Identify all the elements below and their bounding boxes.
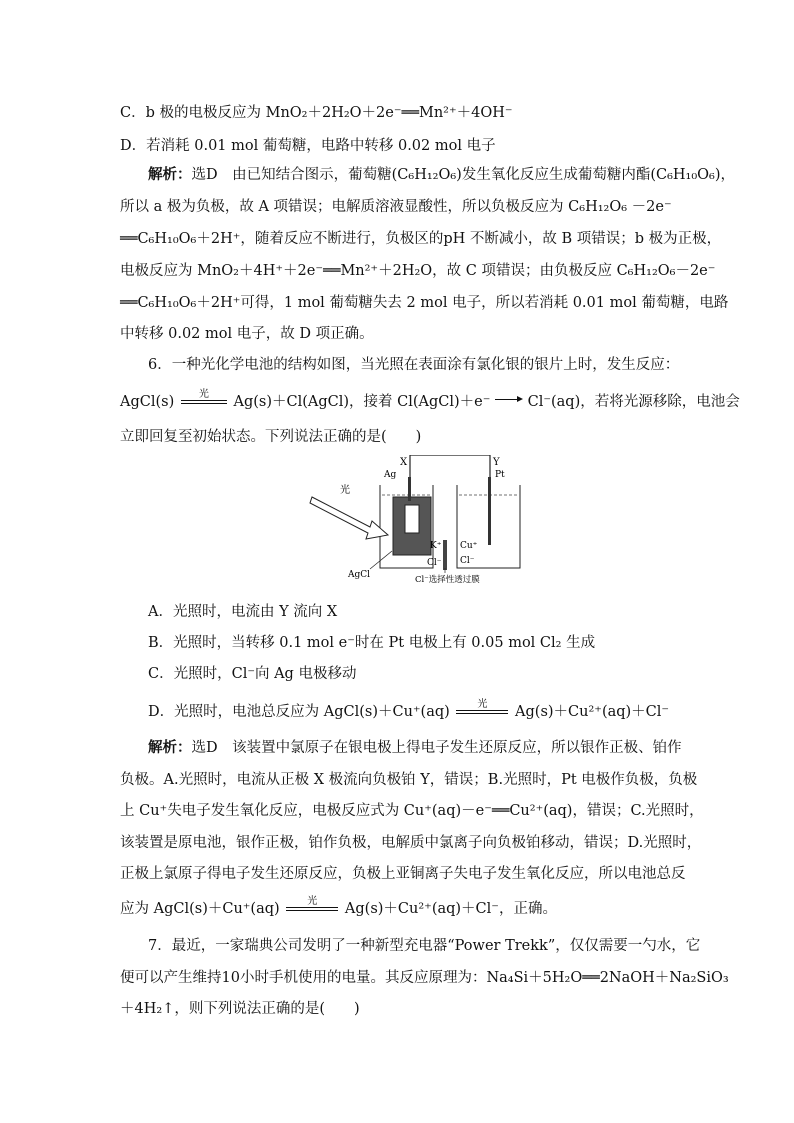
ag-electrode-rod xyxy=(408,477,411,501)
q6-option-d xyxy=(148,699,670,722)
photochemical-cell-diagram xyxy=(300,455,540,585)
q5-explanation-line1 xyxy=(148,165,735,185)
q5-explanation-line5: ══C₆H₁₀O₆＋2H⁺可得，1 mol 葡萄糖失去 2 mol 电子，所以若消耗 0.01 mol 葡萄糖，电路 xyxy=(120,295,729,311)
label-ag: Ag xyxy=(384,470,397,480)
exp6-eq-left: 应为 AgCl(s)＋Cu⁺(aq) xyxy=(120,901,280,917)
q7-stem-line1: 7．最近，一家瑞典公司发明了一种新型充电器“Power Trekk”，仅仅需要一勺水，它 xyxy=(148,938,701,954)
explanation-text: 选D 由已知结合图示，葡萄糖(C₆H₁₂O₆)发生氧化反应生成葡萄糖内酯(C₆H₁₀O₆)， xyxy=(191,167,736,183)
q6-d-left: D．光照时，电池总反应为 AgCl(s)＋Cu⁺(aq) xyxy=(148,704,450,720)
q5-explanation-line6: 中转移 0.02 mol 电子，故 D 项正确。 xyxy=(120,326,374,342)
explanation-text: 选D 该装置中氯原子在银电极上得电子发生还原反应，所以银作正极、铂作 xyxy=(191,740,682,756)
explanation-label: 解析： xyxy=(148,166,192,183)
explanation-label: 解析： xyxy=(148,739,192,756)
q6-products: Ag(s)＋Cl(AgCl)，接着 Cl(AgCl)＋e⁻ xyxy=(233,394,491,410)
q7-stem-line2: 便可以产生维持10小时手机使用的电量。其反应原理为：Na₄Si＋5H₂O══2NaOH＋Na₂SiO₃ xyxy=(120,970,729,986)
q7-stem-line3: ＋4H₂↑，则下列说法正确的是( ) xyxy=(120,1001,360,1017)
reaction-arrow-icon xyxy=(495,395,523,405)
label-agcl: AgCl xyxy=(348,570,371,580)
external-wire xyxy=(410,455,490,495)
q6-explanation-line4: 该装置是原电池，银作正极，铂作负极，电解质中氯离子向负极铂移动，错误；D.光照时， xyxy=(120,835,702,851)
q6-explanation-line6 xyxy=(120,896,557,919)
light-equals-sign xyxy=(181,389,227,408)
light-condition: 光 xyxy=(307,896,318,907)
light-condition: 光 xyxy=(477,699,488,710)
q6-d-right: Ag(s)＋Cu²⁺(aq)＋Cl⁻ xyxy=(515,704,670,720)
label-y: Y xyxy=(493,457,500,468)
label-cl-left: Cl⁻ xyxy=(427,558,442,568)
q6-continue: Cl⁻(aq)，若将光源移除，电池会 xyxy=(527,394,740,410)
label-x: X xyxy=(400,457,408,468)
q6-option-b: B．光照时，当转移 0.1 mol e⁻时在 Pt 电极上有 0.05 mol Cl₂ 生成 xyxy=(148,635,596,651)
label-cu: Cu⁺ xyxy=(460,541,478,551)
q6-stem-line1: 6．一种光化学电池的结构如图，当光照在表面涂有氯化银的银片上时，发生反应： xyxy=(148,357,680,373)
q6-reactant: AgCl(s) xyxy=(120,394,175,410)
label-pt: Pt xyxy=(495,470,505,480)
exp6-eq-right: Ag(s)＋Cu²⁺(aq)＋Cl⁻，正确。 xyxy=(344,901,557,917)
q5-explanation-line4: 电极反应为 MnO₂＋4H⁺＋2e⁻══Mn²⁺＋2H₂O，故 C 项错误；由负极反应 C₆H₁₂O₆－2e⁻ xyxy=(120,263,716,279)
q6-option-c: C．光照时，Cl⁻向 Ag 电极移动 xyxy=(148,666,357,682)
q6-option-a: A．光照时，电流由 Y 流向 X xyxy=(148,604,338,620)
membrane xyxy=(443,540,447,570)
q6-stem-line2 xyxy=(120,389,740,412)
pt-electrode-rod xyxy=(488,477,491,545)
label-cl-right: Cl⁻ xyxy=(460,556,475,566)
q5-option-c: C．b 极的电极反应为 MnO₂＋2H₂O＋2e⁻══Mn²⁺＋4OH⁻ xyxy=(120,105,513,121)
ag-plate xyxy=(405,505,419,533)
light-arrow-icon xyxy=(310,497,388,539)
label-k: K⁺ xyxy=(430,541,442,551)
q5-explanation-line2: 所以 a 极为负极，故 A 项错误；电解质溶液显酸性，所以负极反应为 C₆H₁₂O₆ －2e⁻ xyxy=(120,199,672,215)
q6-explanation-line3: 上 Cu⁺失电子发生氧化反应，电极反应式为 Cu⁺(aq)－e⁻══Cu²⁺(aq)，错误；C.光照时， xyxy=(120,803,704,819)
q6-explanation-line5: 正极上氯原子得电子发生还原反应，负极上亚铜离子失电子发生氧化反应，所以电池总反 xyxy=(120,866,686,882)
light-condition: 光 xyxy=(198,389,209,400)
q5-explanation-line3: ══C₆H₁₀O₆＋2H⁺，随着反应不断进行，负极区的pH 不断减小，故 B 项错误；b 极为正极， xyxy=(120,231,722,247)
q6-stem-line3: 立即回复至初始状态。下列说法正确的是( ) xyxy=(120,429,422,445)
q6-explanation-line2: 负极。A.光照时，电流从正极 X 极流向负极铂 Y，错误；B.光照时，Pt 电极作负极，负极 xyxy=(120,772,698,788)
q6-explanation-line1 xyxy=(148,738,682,758)
label-light: 光 xyxy=(340,485,350,496)
label-membrane: Cl⁻选择性透过膜 xyxy=(415,575,480,585)
light-equals-sign xyxy=(456,699,508,718)
light-equals-sign xyxy=(286,896,338,915)
q5-option-d: D．若消耗 0.01 mol 葡萄糖，电路中转移 0.02 mol 电子 xyxy=(120,138,496,154)
